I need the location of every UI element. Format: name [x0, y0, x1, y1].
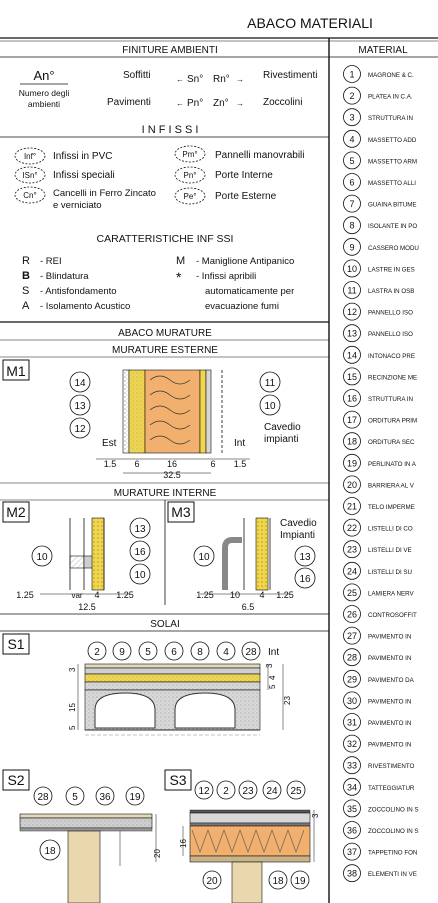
material-label: PAVIMENTO DA: [368, 676, 414, 684]
m1-tag: 11: [264, 378, 276, 389]
material-row: [344, 260, 415, 277]
m3-wall-section: [225, 518, 270, 590]
material-number: 7: [349, 199, 355, 210]
m1-label: M1: [6, 363, 26, 379]
car-value-line3: evacuazione fumi: [205, 301, 279, 312]
material-label: BARRIERA AL V: [368, 482, 414, 490]
material-number: 36: [346, 825, 358, 836]
s3-tags: [195, 781, 305, 799]
m1-tag: 13: [74, 401, 86, 412]
material-number: 35: [346, 803, 358, 814]
s1-label: S1: [7, 636, 25, 652]
infisso-label: Infissi in PVC: [53, 151, 113, 162]
murature-header: ABACO MURATURE: [118, 328, 212, 339]
car-key: B: [22, 270, 30, 282]
s1-dim: 4: [268, 675, 277, 680]
m3-dim: 10: [229, 590, 241, 600]
material-row: [344, 346, 416, 363]
caratteristiche-right: [176, 255, 294, 312]
material-row: [344, 670, 415, 687]
materiali-header: MATERIAL: [358, 45, 408, 56]
infissi-header: I N F I S S I: [141, 124, 199, 136]
material-number: 9: [349, 242, 355, 253]
material-label: TELO IMPERME: [368, 504, 415, 511]
material-number: 2: [349, 91, 355, 102]
material-label: STRUTTURA IN: [368, 115, 414, 123]
s3-roof-section: [190, 810, 310, 903]
material-label: MAGRONE & C.: [368, 72, 414, 79]
m1-left-tags: [70, 372, 90, 438]
car-value: - REI: [40, 256, 62, 267]
m1-total: 32.5: [163, 470, 181, 480]
m3-cavedio: Cavedio: [280, 518, 317, 529]
an-symbol: An°: [33, 68, 55, 83]
material-number: 27: [346, 631, 358, 642]
material-label: ISOLANTE IN PO: [368, 223, 418, 231]
material-row: [344, 109, 414, 126]
material-label: TATTEGGIATUR: [368, 784, 415, 792]
soffitti-label: Soffitti: [123, 70, 151, 81]
material-number: 11: [347, 285, 357, 296]
s1-dim: 3: [265, 663, 274, 668]
s2-dim: 20: [153, 849, 162, 858]
s1-dim: 23: [283, 696, 292, 705]
s3-tag: 12: [198, 786, 210, 797]
s3-dim: 16: [179, 839, 188, 848]
s1-tag: 4: [223, 647, 229, 658]
m1-tag: 10: [264, 401, 276, 412]
material-number: 6: [349, 177, 355, 188]
m1-tag: 14: [74, 378, 86, 389]
material-row: [344, 195, 417, 212]
car-value-line2: automaticamente per: [205, 286, 295, 297]
m1-impianti: impianti: [264, 434, 299, 445]
material-number: 25: [346, 587, 358, 598]
m2-dim: 1.25: [116, 590, 134, 600]
material-label: ZOCCOLINO IN S: [368, 806, 419, 814]
material-row: [344, 303, 414, 320]
material-number: 18: [346, 436, 358, 447]
material-row: [344, 822, 419, 839]
infisso-symbol: Pm°: [182, 150, 198, 159]
car-key: A: [22, 300, 30, 312]
car-key: R: [22, 255, 30, 267]
material-number: 33: [346, 760, 358, 771]
an-caption-1: Numero degli: [18, 88, 70, 98]
infisso-symbol: Pe°: [183, 192, 197, 201]
s1-tag: 5: [145, 647, 151, 658]
material-label: ORDITURA SEC: [368, 439, 415, 447]
m2-tag: 10: [134, 570, 146, 581]
m2-tag: 13: [134, 524, 146, 535]
infisso-label-line2: e verniciato: [53, 200, 102, 211]
m2-total: 12.5: [78, 602, 96, 612]
s3-tag: 20: [206, 876, 218, 887]
m1-cavedio: Cavedio: [264, 422, 301, 433]
m1-tag: 12: [74, 424, 86, 435]
s2-tags: [34, 787, 144, 805]
infisso-label: Infissi speciali: [53, 170, 115, 181]
material-number: 5: [349, 155, 355, 166]
infisso-symbol: Inf°: [23, 152, 37, 161]
material-row: [344, 66, 415, 83]
material-number: 1: [349, 69, 355, 80]
s1-tags: [88, 642, 260, 660]
material-row: [344, 325, 414, 342]
m1-wall-section: [123, 370, 222, 453]
material-label: PAVIMENTO IN: [368, 633, 412, 641]
s1-dim: 15: [68, 703, 77, 712]
m3-tag: 13: [299, 552, 311, 563]
s1-dim: 5: [268, 684, 277, 689]
material-row: [344, 627, 412, 644]
material-number: 3: [349, 112, 355, 123]
s3-dim: 3: [311, 813, 320, 818]
m3-tag: 16: [299, 574, 311, 585]
material-row: [344, 649, 412, 666]
s2-tag: 18: [44, 846, 56, 857]
pn-symbol: Pn°: [187, 98, 204, 109]
material-number: 15: [346, 371, 358, 382]
car-value: - Isolamento Acustico: [40, 301, 131, 312]
infisso-label: Porte Interne: [215, 170, 273, 181]
m2-dim: var: [71, 591, 83, 600]
s3-tag: 19: [294, 876, 306, 887]
svg-text:←: ←: [176, 75, 184, 84]
s1-floor-section: [85, 664, 260, 735]
s3-tag: 2: [223, 786, 229, 797]
m1-dimensions: [96, 459, 250, 480]
material-label: ELEMENTI IN VE: [368, 871, 417, 879]
material-label: CONTROSOFFIT: [368, 612, 417, 619]
m1-dim: 16: [166, 459, 178, 469]
material-label: PLATEA IN C.A.: [368, 93, 413, 101]
material-row: [344, 606, 418, 623]
material-label: PAVIMENTO IN: [368, 720, 412, 727]
material-label: TAPPETINO FON: [368, 849, 418, 857]
material-label: INTONACO PRE: [368, 352, 415, 360]
car-key: *: [176, 269, 182, 285]
material-number: 13: [346, 328, 358, 339]
s3-tag: 23: [242, 786, 254, 797]
material-number: 30: [346, 695, 358, 706]
car-value: - Blindatura: [40, 271, 89, 282]
material-row: [344, 130, 417, 147]
s1-dim: 5: [68, 725, 77, 730]
material-row: [344, 843, 418, 860]
material-label: PAVIMENTO IN: [368, 741, 412, 749]
car-value: - Maniglione Antipanico: [196, 256, 295, 267]
m2-dimensions: [16, 590, 134, 612]
material-number: 17: [346, 415, 358, 426]
m1-dim: 6: [134, 459, 140, 469]
material-row: [344, 238, 419, 255]
material-row: [344, 282, 415, 299]
svg-text:→: →: [236, 75, 244, 84]
material-row: [344, 584, 415, 601]
material-number: 29: [346, 674, 358, 685]
material-label: CASSERO MODU: [368, 244, 419, 252]
material-label: PANNELLO ISO: [368, 331, 413, 339]
caratteristiche-left: [22, 255, 130, 312]
sn-symbol: Sn°: [187, 74, 204, 85]
rivestimenti-label: Rivestimenti: [263, 70, 318, 81]
material-row: [344, 735, 412, 752]
material-row: [344, 454, 417, 471]
m3-dim: 4: [259, 590, 265, 600]
material-row: [344, 411, 418, 428]
material-label: RIVESTIMENTO: [368, 763, 415, 771]
zn-symbol: Zn°: [213, 98, 229, 109]
caratteristiche-header: CARATTERISTICHE INF SSI: [96, 233, 234, 245]
solai-header: SOLAI: [150, 619, 180, 630]
material-row: [344, 757, 415, 774]
material-label: LAMIERA NERV: [368, 590, 414, 598]
material-row: [344, 390, 414, 407]
material-row: [344, 174, 417, 191]
m2-tag: 10: [36, 552, 48, 563]
material-number: 16: [346, 393, 358, 404]
material-label: ZOCCOLINO IN S: [368, 828, 419, 835]
material-row: [344, 217, 418, 234]
material-label: LASTRE IN GES: [368, 266, 415, 274]
s2-floor-section: [20, 814, 152, 903]
finiture-header: FINITURE AMBIENTI: [122, 45, 218, 56]
material-row: [344, 368, 418, 385]
s3-label: S3: [169, 772, 187, 788]
infisso-label: Porte Esterne: [215, 191, 277, 202]
m1-dim: 6: [210, 459, 216, 469]
s2-tag: 28: [37, 792, 49, 803]
material-label: LISTELLI DI SU: [368, 568, 413, 576]
car-key: S: [22, 285, 30, 297]
material-row: [344, 152, 418, 169]
s1-tag: 8: [197, 647, 203, 658]
m3-total: 6.5: [241, 602, 255, 612]
s1-int: Int: [268, 647, 280, 658]
material-row: [344, 433, 415, 450]
material-row: [344, 562, 413, 579]
car-value: - Infissi apribili: [196, 271, 257, 282]
material-row: [344, 87, 413, 104]
material-number: 4: [349, 134, 355, 145]
material-number: 14: [346, 350, 358, 361]
m1-est: Est: [102, 438, 117, 449]
material-row: [344, 714, 412, 731]
material-label: MASSETTO ARM: [368, 158, 418, 166]
s2-label: S2: [7, 772, 25, 788]
material-label: LASTRA IN OSB: [368, 288, 415, 295]
material-number: 31: [346, 717, 358, 728]
material-number: 32: [346, 739, 358, 750]
material-number: 19: [346, 458, 358, 469]
infisso-label: Cancelli in Ferro Zincato: [53, 188, 156, 199]
material-label: STRUTTURA IN: [368, 396, 414, 403]
material-number: 10: [346, 263, 358, 274]
m2-dim: 4: [94, 590, 100, 600]
m2-dim: 1.25: [16, 590, 34, 600]
infissi-left: [15, 148, 156, 211]
m1-int: Int: [234, 438, 246, 449]
material-number: 34: [346, 782, 358, 793]
s3-tag: 18: [272, 876, 284, 887]
material-number: 8: [349, 220, 355, 231]
murature-esterne-header: MURATURE ESTERNE: [112, 345, 218, 356]
m1-dim: 1.5: [103, 459, 117, 469]
material-number: 26: [346, 609, 358, 620]
s1-tag: 6: [171, 647, 177, 658]
s2-tag: 5: [72, 792, 78, 803]
m3-dim: 1.25: [196, 590, 214, 600]
s1-tag: 2: [94, 647, 100, 658]
material-label: MASSETTO ADD: [368, 136, 417, 144]
material-number: 22: [346, 523, 358, 534]
m1-dim: 1.5: [233, 459, 247, 469]
material-row: [344, 778, 415, 795]
material-number: 20: [346, 479, 358, 490]
m2-label: M2: [6, 504, 26, 520]
rn-symbol: Rn°: [213, 74, 230, 85]
material-label: ORDITURA PRIM: [368, 417, 418, 425]
material-row: [344, 692, 412, 709]
car-value: - Antisfondamento: [40, 286, 117, 297]
s1-dim: 3: [68, 667, 77, 672]
m3-dimensions: [196, 590, 294, 612]
material-label: PANNELLO ISO: [368, 309, 413, 317]
s2-tag: 36: [99, 792, 111, 803]
material-number: 38: [346, 868, 358, 879]
material-label: PAVIMENTO IN: [368, 655, 412, 663]
s3-tag: 24: [266, 786, 278, 797]
m2-wall-section: [70, 518, 104, 590]
m3-tag: 10: [198, 552, 210, 563]
zoccolini-label: Zoccolini: [263, 97, 303, 108]
svg-text:→: →: [236, 99, 244, 108]
material-number: 21: [346, 501, 358, 512]
material-row: [344, 865, 417, 882]
svg-text:←: ←: [176, 99, 184, 108]
m1-right-tags: [260, 372, 280, 415]
s3-tag: 25: [290, 786, 302, 797]
m3-dim: 1.25: [276, 590, 294, 600]
an-caption-2: ambienti: [27, 99, 61, 109]
material-row: [344, 800, 419, 817]
material-label: LISTELLI DI VE: [368, 547, 412, 555]
material-number: 24: [346, 566, 358, 577]
material-label: GUAINA BITUME: [368, 201, 417, 209]
infisso-label: Pannelli manovrabili: [215, 150, 305, 161]
material-row: [344, 498, 415, 515]
material-label: MASSETTO ALLI: [368, 180, 417, 187]
car-key: M: [176, 255, 186, 267]
material-row: [344, 541, 412, 558]
murature-interne-header: MURATURE INTERNE: [113, 488, 217, 499]
material-number: 23: [346, 544, 358, 555]
material-number: 28: [346, 652, 358, 663]
material-label: LISTELLI DI CO: [368, 525, 413, 533]
material-number: 37: [346, 847, 358, 858]
pavimenti-label: Pavimenti: [107, 97, 151, 108]
infisso-symbol: Pn°: [183, 171, 197, 180]
infissi-right: [175, 146, 305, 204]
sheet-title: ABACO MATERIALI: [247, 15, 373, 31]
infisso-symbol: Cn°: [23, 191, 37, 200]
s1-tag: 28: [245, 647, 257, 658]
m2-tag: 16: [134, 547, 146, 558]
m3-label: M3: [171, 504, 191, 520]
s1-tag: 9: [119, 647, 125, 658]
material-label: RECINZIONE ME: [368, 374, 418, 382]
m3-impianti: Impianti: [280, 530, 316, 541]
material-row: [344, 519, 413, 536]
material-number: 12: [346, 307, 358, 318]
material-row: [344, 476, 415, 493]
materials-list: [344, 66, 419, 882]
s2-tag: 19: [129, 792, 141, 803]
material-label: PAVIMENTO IN: [368, 698, 412, 706]
infisso-symbol: ISn°: [22, 171, 38, 180]
material-label: PERLINATO IN A: [368, 460, 416, 468]
